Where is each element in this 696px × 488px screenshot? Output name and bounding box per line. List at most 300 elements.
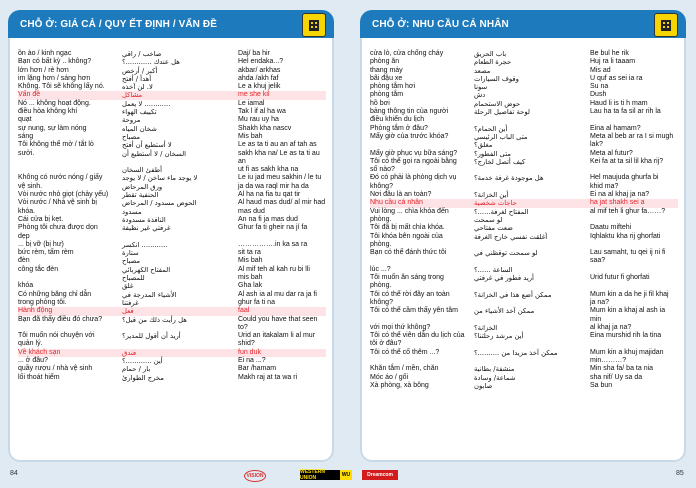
vision-logo: VISION	[244, 470, 266, 482]
vietnamese-text: Móc áo / gối	[370, 373, 409, 381]
phrase-row	[18, 83, 326, 91]
transliteration-text	[238, 233, 326, 241]
transliteration-text: U quf as sei ia ra	[590, 74, 643, 82]
transliteration-text	[590, 282, 678, 290]
vietnamese-text: số nào?	[370, 166, 395, 174]
arabic-text: حاجات شخصية	[474, 199, 517, 208]
arabic-text	[474, 357, 586, 365]
vietnamese-text: lối thoát hiểm	[18, 373, 60, 381]
arabic-text: لوحة تفاصيل الرحلة	[474, 108, 530, 117]
transliteration-text: Mis bah	[238, 132, 263, 140]
phrase-row	[18, 174, 326, 182]
vietnamese-text: Tôi có thể gọi ra ngoài bằng	[370, 157, 457, 165]
transliteration-text: sakh kha na/ Le as ta ti au an	[238, 149, 320, 165]
arabic-text: منشفة/ بطانية	[474, 365, 515, 374]
phrase-row	[18, 191, 326, 199]
phrase-row	[18, 291, 326, 299]
phrase-row	[370, 158, 678, 166]
arabic-text: هل عندك ............؟	[122, 58, 180, 67]
transliteration-text: fun duk	[238, 348, 261, 356]
transliteration-text: Bar /hamam	[238, 365, 277, 373]
transliteration-text: me she kil	[238, 91, 270, 99]
section-heading-row	[18, 307, 326, 315]
vietnamese-text: điều hòa không khí	[18, 108, 78, 116]
phrase-row	[18, 249, 326, 257]
arabic-text: دش	[474, 91, 486, 100]
vietnamese-text: Mấy giờ phục vụ bữa sáng?	[370, 149, 458, 157]
arabic-text: أكبر / أرخص	[122, 66, 158, 75]
vietnamese-text: thang máy	[370, 66, 403, 74]
vietnamese-text: Bạn có bất kỳ .. không?	[18, 58, 92, 66]
vietnamese-text: Không có nước nóng / giấy	[18, 174, 103, 182]
vietnamese-text: Mấy giờ của trước khóa?	[370, 132, 449, 140]
transliteration-text: Eina murshid rih la tina	[590, 332, 662, 340]
transliteration-text	[590, 216, 678, 224]
arabic-text	[474, 299, 586, 307]
phrase-row	[370, 166, 678, 174]
arabic-text	[474, 166, 586, 174]
vietnamese-text: Nhu cầu cá nhân	[370, 199, 423, 207]
transliteration-text: ja na?	[590, 298, 610, 306]
phrase-row	[18, 67, 326, 75]
vietnamese-text: khóa.	[18, 207, 36, 215]
vietnamese-text: Vấn đề	[18, 91, 41, 99]
arabic-text: المفتاح الكهربائي	[122, 265, 171, 274]
phrase-row	[370, 50, 678, 58]
arabic-text: وقوف السيارات	[474, 74, 519, 83]
vietnamese-text: Tôi không thể mở / tắt lò	[18, 141, 94, 149]
vietnamese-text: Tôi đã bị mất chìa khóa.	[370, 224, 445, 232]
phrase-row	[370, 274, 678, 282]
phrase-row	[370, 116, 678, 124]
phrase-row	[370, 141, 678, 149]
left-page-title: CHỖ Ở: GIÁ CẢ / QUY ẾT ĐỊNH / VẤN ĐỀ	[8, 10, 334, 38]
vietnamese-text: trong phòng tôi.	[18, 298, 67, 306]
vietnamese-text: phòng.	[370, 282, 392, 290]
transliteration-text: ha jat shakh sei a	[590, 199, 645, 207]
vietnamese-text: hồ bơi	[370, 99, 390, 107]
arabic-text: لا. لن آخذه	[122, 83, 153, 92]
western-union-tag: WU	[341, 472, 351, 478]
phrase-row	[18, 365, 326, 373]
arabic-text: أين مرشد رحلتنا؟	[474, 332, 524, 341]
arabic-text: ستارة	[122, 249, 139, 258]
phrase-row	[370, 216, 678, 224]
vietnamese-text: ... ở đâu?	[18, 356, 48, 364]
vietnamese-text: bảng thông tin của người	[370, 108, 449, 116]
vietnamese-text: vệ sinh.	[18, 182, 43, 190]
vietnamese-text: Bạn đã thấy điều đó chưa?	[18, 315, 103, 323]
vietnamese-text: Tôi muốn ăn sáng trong	[370, 274, 444, 282]
phrase-row	[18, 116, 326, 124]
transliteration-text: al mif teh li ghur fa……?	[590, 207, 666, 215]
vietnamese-text: Vòi nước nhỏ giọt (chảy yếu)	[18, 191, 109, 199]
phrase-row	[370, 83, 678, 91]
phrase-row	[370, 91, 678, 99]
hotel-building-icon	[654, 13, 678, 37]
phrase-row	[18, 299, 326, 307]
arabic-text: مروحة	[122, 116, 141, 125]
vietnamese-text: phòng tắm hơi	[370, 83, 416, 91]
vietnamese-text: Có những băng chỉ dẫn	[18, 290, 92, 298]
arabic-text: الخزانة؟	[474, 323, 498, 332]
transliteration-text: Haud li is ti h mam	[590, 99, 648, 107]
arabic-text: الساعة ......؟	[474, 265, 513, 274]
section-heading-row	[18, 349, 326, 357]
arabic-text: الحنفية تقطر	[122, 191, 159, 200]
arabic-text: مسدود	[122, 207, 142, 216]
transliteration-text: Al mif teh al kah ru bi lli	[238, 265, 310, 273]
phrase-row	[370, 282, 678, 290]
phrase-row	[370, 266, 678, 274]
vietnamese-text: quạt	[18, 116, 32, 124]
transliteration-text: Hel maujuda ghurfa bi	[590, 174, 659, 182]
transliteration-text: Hel endaka...?	[238, 58, 284, 66]
arabic-text: لو سمحت	[474, 215, 503, 224]
arabic-text: أين ............؟	[122, 356, 163, 365]
section-heading-row	[370, 199, 678, 207]
transliteration-text: Lau samaht, tu qei ij ni fi saa?	[590, 249, 666, 265]
vietnamese-text: tôi ở đâu?	[370, 340, 402, 348]
transliteration-text	[590, 266, 678, 274]
arabic-text: متى الباب الرئيسي	[474, 132, 528, 141]
transliteration-text: ut fi as sakh kha na	[238, 166, 299, 174]
phrase-row	[370, 332, 678, 340]
arabic-text: حوض الاستحمام	[474, 99, 521, 108]
phrase-row	[370, 67, 678, 75]
vietnamese-text: Tôi khóa bên ngoài của	[370, 232, 443, 240]
vietnamese-text: quản lý.	[18, 340, 43, 348]
vietnamese-text: lớn hơn / rẻ hơn	[18, 66, 69, 74]
transliteration-text: Be bul he rik	[590, 50, 629, 57]
arabic-text: أغلقت نفسي خارج الغرفة	[474, 232, 548, 241]
phrase-row	[18, 216, 326, 224]
transliteration-text: …………….in ka sa ra	[238, 240, 308, 248]
transliteration-text: Mis bah	[238, 257, 263, 265]
arabic-text: أريد فطور في غرفتي	[474, 274, 534, 283]
arabic-text: مشاكل	[122, 91, 143, 100]
vietnamese-text: dẹp	[18, 232, 30, 240]
arabic-text: ممكن أضع هذا في الخزانة؟	[474, 290, 552, 299]
transliteration-text: Min sha fa/ ba ta nia	[590, 365, 654, 373]
arabic-text: ورق المرحاض	[122, 182, 163, 191]
vietnamese-text: Nó ... không hoạt động.	[18, 99, 91, 107]
vietnamese-text: Vòi nước / Nhà vệ sinh bị	[18, 199, 97, 207]
arabic-text: الحوض مسدود / المرحاض	[122, 199, 197, 208]
vietnamese-text: im lặng hơn / sáng hơn	[18, 74, 91, 82]
vietnamese-text: với mọi thứ không?	[370, 323, 431, 331]
phrase-table-left	[8, 38, 334, 382]
arabic-text	[474, 241, 586, 249]
arabic-text: شماعة/ وسادة	[474, 373, 516, 382]
transliteration-text: min………?	[590, 356, 627, 364]
hotel-building-icon	[302, 13, 326, 37]
arabic-text: للمصباح	[122, 274, 145, 283]
phrase-row	[18, 332, 326, 340]
transliteration-text: al khaj ja na?	[590, 323, 632, 331]
arabic-text: أطفئ السخان	[122, 166, 163, 175]
phrase-row	[370, 75, 678, 83]
phrase-row	[18, 224, 326, 232]
arabic-text: أين الخزانة؟	[474, 191, 509, 200]
arabic-text	[474, 183, 586, 191]
transliteration-text: shid?	[238, 340, 255, 348]
arabic-text: ممكن آخذ الأشياء من	[474, 307, 535, 316]
arabic-text: سونا	[474, 83, 488, 92]
vietnamese-text: Bạn có thể đánh thức tôi	[370, 249, 447, 257]
dreamcom-logo: Dreamcom	[362, 470, 398, 480]
transliteration-text: ja da wa raql mir ha da	[238, 182, 309, 190]
arabic-text	[122, 340, 234, 348]
arabic-text: كيف أتصل لخارج؟	[474, 157, 526, 166]
phrase-row	[18, 257, 326, 265]
vietnamese-text: đèn	[18, 257, 30, 265]
arabic-text: متى الفطور؟	[474, 149, 511, 158]
arabic-text	[122, 233, 234, 241]
vietnamese-text: Vui lòng ... chìa khóa đến	[370, 207, 449, 215]
vietnamese-text	[18, 274, 118, 282]
left-page	[8, 10, 334, 462]
phrase-row	[18, 374, 326, 382]
vietnamese-text: Phòng tắm ở đâu?	[370, 124, 428, 132]
transliteration-text: Le iamal	[238, 99, 265, 107]
transliteration-text: Gha lak	[238, 282, 263, 290]
phrase-row	[370, 125, 678, 133]
phrase-row	[370, 340, 678, 348]
vietnamese-text: khóa	[18, 282, 34, 290]
vietnamese-text: Tôi có thể cầm thấy yên tâm	[370, 307, 458, 315]
arabic-text: شخان المياه	[122, 124, 157, 133]
phrase-row	[18, 241, 326, 249]
vietnamese-text: ... bị vỡ (bị hư)	[18, 240, 64, 248]
transliteration-text: Meta al futur?	[590, 149, 633, 157]
phrase-row	[370, 133, 678, 141]
transliteration-text	[590, 166, 678, 174]
vietnamese-text: Xà phòng, xà bông	[370, 381, 429, 389]
transliteration-text: sha nif/ Uy sa da	[590, 373, 643, 381]
phrase-row	[370, 174, 678, 182]
vietnamese-text: công tắc đèn	[18, 265, 59, 273]
transliteration-text: Mu rau uy ha	[238, 116, 279, 124]
transliteration-text: Sa bun	[590, 381, 613, 389]
arabic-text: أريد أن أقول للمدير؟	[122, 332, 181, 341]
arabic-text: مخرج الطوارئ	[122, 373, 164, 382]
arabic-text: غلق	[122, 282, 134, 291]
phrase-row	[18, 58, 326, 66]
arabic-text: تكييف الهواء	[122, 108, 157, 117]
phrase-row	[370, 307, 678, 324]
right-page	[360, 10, 686, 462]
arabic-text: الأشياء المدرجة في	[122, 290, 177, 299]
vietnamese-text: ồn ào / kinh ngạc	[18, 50, 72, 57]
vietnamese-text: phòng.	[370, 215, 392, 223]
phrase-row	[370, 233, 678, 241]
arabic-text: صاخب / راقي	[122, 50, 162, 58]
western-union-logo: WESTERN UNION	[300, 470, 340, 480]
arabic-text: ضعت مفتاحي	[474, 224, 513, 233]
phrase-row	[18, 100, 326, 108]
phrase-row	[370, 224, 678, 232]
transliteration-text: Le iu jad meu sakhin / le tu	[238, 174, 322, 182]
phrase-row	[370, 324, 678, 332]
arabic-text: مصباح	[122, 257, 141, 266]
phrase-row	[18, 108, 326, 116]
vietnamese-text: phòng ăn	[370, 58, 400, 66]
phrase-row	[18, 340, 326, 348]
arabic-text: ............ لا يعمل	[122, 99, 171, 108]
vietnamese-text: sưởi.	[18, 149, 35, 157]
transliteration-text: Iqhlaktu kha rij ghorfati	[590, 232, 661, 240]
phrase-row	[18, 183, 326, 191]
vietnamese-text: Tôi muốn nói chuyện với	[18, 332, 95, 340]
transliteration-text: Le a khuj jelik	[238, 83, 281, 91]
arabic-text: أهدأ / أفتح	[122, 74, 152, 83]
vietnamese-text	[370, 141, 470, 149]
vietnamese-text: Hành động	[18, 307, 53, 315]
vietnamese-text: không?	[370, 298, 393, 306]
phrase-row	[370, 374, 678, 382]
phrase-row	[370, 58, 678, 66]
transliteration-text: Ghur fa ti gheir na jí fa	[238, 224, 308, 232]
transliteration-text: Makh raj at ta wa ri	[238, 373, 298, 381]
vietnamese-text: không?	[370, 182, 393, 190]
phrase-row	[370, 299, 678, 307]
arabic-text	[474, 116, 586, 124]
transliteration-text: Mum kin a da he ji fil khaj	[590, 290, 669, 298]
phrase-row	[370, 100, 678, 108]
transliteration-text	[590, 116, 678, 124]
phrase-row	[18, 233, 326, 241]
transliteration-text: Ei na al khaj ja na?	[590, 191, 650, 199]
arabic-text: غرفتنا	[122, 298, 139, 307]
arabic-text	[474, 282, 586, 290]
vietnamese-text: cửa lò, cửa chống cháy	[370, 50, 444, 57]
vietnamese-text: Đó có phải là phòng dịch vụ	[370, 174, 457, 182]
transliteration-text: faal	[238, 307, 250, 315]
transliteration-text: Mum kin a khaj al ash ia min	[590, 307, 666, 323]
phrase-row	[18, 282, 326, 290]
vietnamese-text: bức rèm, tấm rèm	[18, 249, 74, 257]
arabic-text: لا يوجد ماء ساخن / لا يوجد	[122, 174, 198, 183]
arabic-text: أين الحمام؟	[474, 124, 508, 133]
vietnamese-text: phòng tắm	[370, 91, 404, 99]
phrase-row	[370, 183, 678, 191]
transliteration-text: Meta al beb ar ra I si mugh	[590, 132, 674, 140]
transliteration-text: Tak l if al ha wa	[238, 108, 286, 116]
phrase-row	[370, 241, 678, 249]
arabic-text: لا أستطيع أن أفتح	[122, 141, 172, 150]
page-number-right: 85	[676, 470, 684, 477]
arabic-text: حجرة الطعام	[474, 58, 512, 67]
transliteration-text: lak?	[590, 141, 603, 149]
vietnamese-text: Tôi có thể viên dẫn du lịch của	[370, 332, 465, 340]
transliteration-text: Dush	[590, 91, 607, 99]
vietnamese-text: Về khách sạn	[18, 348, 61, 356]
arabic-text: مغلق؟	[474, 141, 493, 150]
transliteration-text: Mum kin a khuj majidan	[590, 348, 664, 356]
transliteration-text: Lau ha ta fa sil ar rih la	[590, 108, 661, 116]
transliteration-text: sit ta ra	[238, 249, 261, 257]
transliteration-text: Su na	[590, 83, 609, 91]
arabic-text: النافذة مسدودة	[122, 215, 166, 224]
transliteration-text: Le as ta ti au an af tah as	[238, 141, 317, 149]
page-number-left: 84	[10, 470, 18, 477]
vietnamese-text: điều khiển du lịch	[370, 116, 425, 124]
transliteration-text: mas dud	[238, 207, 265, 215]
arabic-text: مصعد	[474, 66, 491, 75]
vietnamese-text: phòng.	[370, 240, 392, 248]
phrase-row	[370, 365, 678, 373]
phrase-row	[18, 266, 326, 274]
arabic-text: فعل	[122, 307, 134, 316]
transliteration-text: Urid futur fi ghorfati	[590, 274, 650, 282]
vietnamese-text: Phòng tôi chưa được dọn	[18, 224, 98, 232]
transliteration-text: Ei na ...?	[238, 356, 266, 364]
arabic-text: ممكن آخذ مزيدا من ..........؟	[474, 348, 558, 357]
transliteration-text: khid ma?	[590, 182, 619, 190]
vietnamese-text: Tôi có thể rời đây an toàn	[370, 290, 450, 298]
arabic-text: غرفتي غير نظيفة	[122, 224, 171, 233]
section-heading-row	[18, 91, 326, 99]
phrase-row	[370, 291, 678, 299]
transliteration-text: Huj ra li taaam	[590, 58, 636, 66]
arabic-text: مصباح	[122, 132, 141, 141]
transliteration-text: Could you have that seen to?	[238, 315, 318, 331]
vietnamese-text: bãi đậu xe	[370, 74, 403, 82]
arabic-text: هل رأيت ذلك من قبل؟	[122, 315, 187, 324]
arabic-text	[474, 340, 586, 348]
phrase-row	[18, 208, 326, 216]
arabic-text: ............ انكسر	[122, 240, 168, 249]
arabic-text: المفتاح لغرفة......؟	[474, 207, 529, 216]
arabic-text: لو سمحت توقظني في	[474, 249, 538, 258]
vietnamese-text: quầy rượu / nhà vệ sinh	[18, 365, 93, 373]
arabic-text: فندق	[122, 348, 137, 357]
vietnamese-text: Nơi đâu là an toàn?	[370, 191, 432, 199]
transliteration-text: Urid an itakalam li al mur	[238, 332, 316, 340]
transliteration-text: Daj/ ba hir	[238, 50, 270, 57]
transliteration-text: Shakh kha nascv	[238, 124, 292, 132]
transliteration-text: ahda /akh faf	[238, 74, 279, 82]
transliteration-text: ghur fa ti na	[238, 298, 275, 306]
transliteration-text: Al ash ia al mu dar ra ja fi	[238, 290, 317, 298]
vietnamese-text: Tôi có thể cố thêm ...?	[370, 348, 440, 356]
arabic-text: بار / حمام	[122, 365, 151, 374]
transliteration-text: Al haud mas dud/ al mir had	[238, 199, 326, 207]
phrase-row	[370, 249, 678, 266]
phrase-row	[370, 382, 678, 390]
vietnamese-text: sáng	[18, 132, 34, 140]
phrase-row	[18, 150, 326, 167]
arabic-text: السخان / لا أستطيع أن	[122, 149, 187, 158]
vietnamese-text: Cái cửa bị kẹt.	[18, 215, 64, 223]
transliteration-text: Kei fa at ta sil lil kha rij?	[590, 157, 664, 165]
vietnamese-text: sự nung, sự làm nóng	[18, 124, 87, 132]
transliteration-text	[590, 241, 678, 249]
phrase-table-right	[360, 38, 686, 390]
vietnamese-text: Khăn tắm / mền, chăn	[370, 365, 439, 373]
arabic-text: هل موجودة غرفة خدمة؟	[474, 174, 544, 183]
phrase-row	[18, 199, 326, 207]
vietnamese-text: lúc ...?	[370, 265, 391, 273]
phrase-row	[18, 125, 326, 133]
arabic-text: باب الحريق	[474, 50, 507, 58]
transliteration-text: Eina al hamam?	[590, 124, 641, 132]
transliteration-text	[590, 340, 678, 348]
phrase-row	[18, 316, 326, 333]
phrase-row	[370, 349, 678, 357]
transliteration-text: Al ha na fia tu qat tir	[238, 191, 301, 199]
